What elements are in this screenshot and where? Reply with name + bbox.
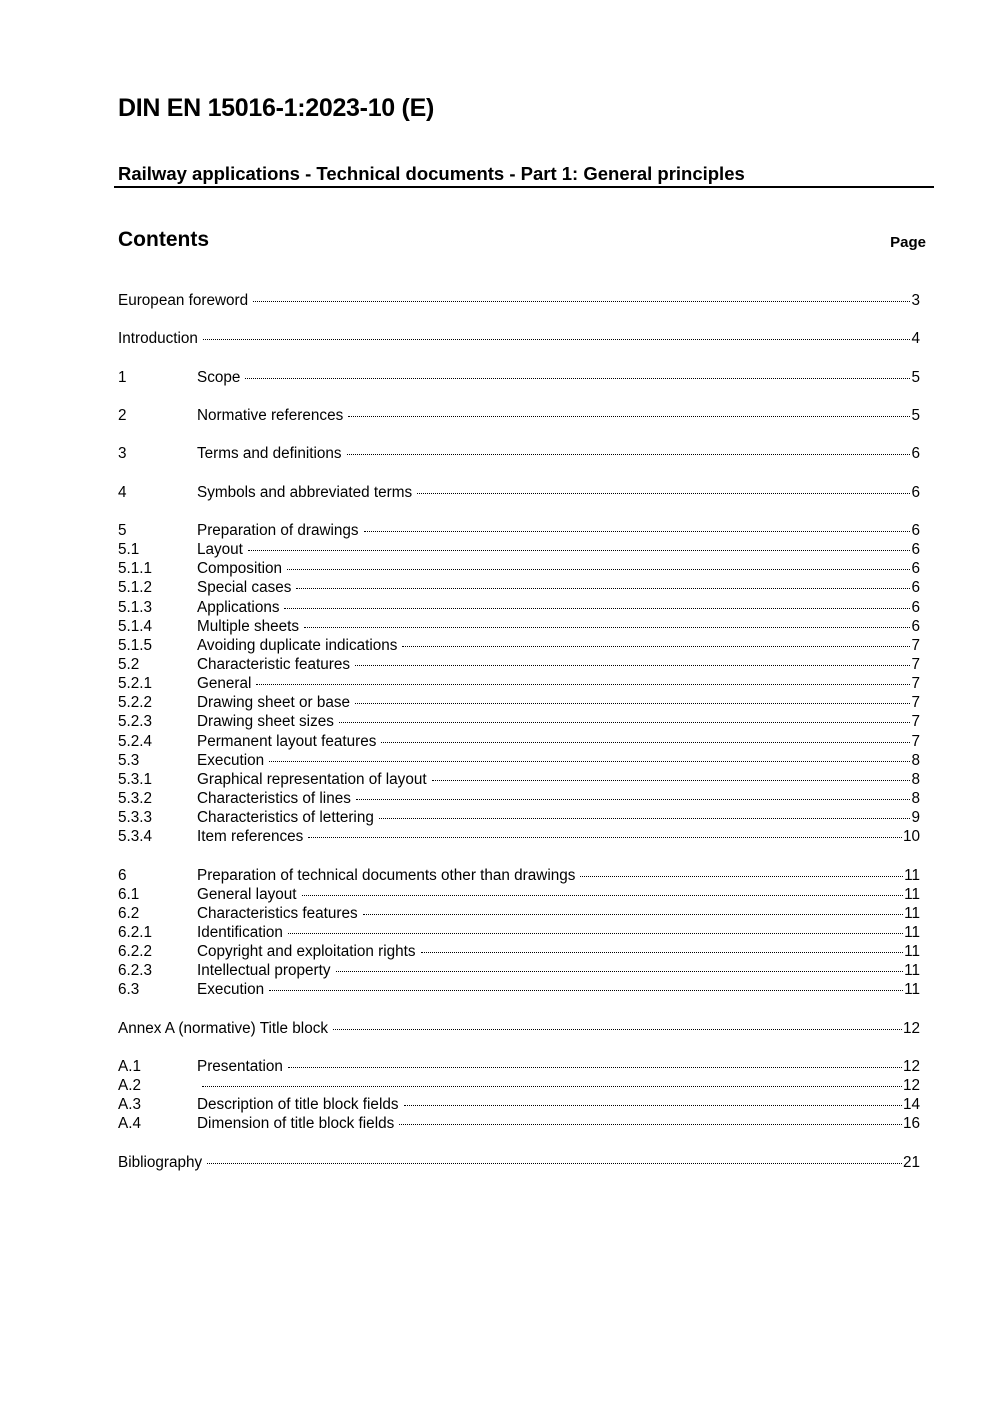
toc-entry-number: 6.2.1 — [118, 923, 153, 941]
toc-entry[interactable] — [118, 636, 920, 655]
toc-entry-number: 6.2.3 — [118, 962, 153, 980]
toc-entry-title: Characteristics of lettering — [197, 809, 374, 827]
toc-entry[interactable] — [118, 904, 920, 923]
toc-entry[interactable] — [118, 368, 920, 387]
toc-entry-page: 12 — [902, 1077, 920, 1095]
toc-dot-leader — [399, 1123, 902, 1125]
table-of-contents — [118, 291, 920, 1172]
toc-entry-title: Identification — [197, 923, 283, 941]
toc-entry[interactable] — [118, 712, 920, 731]
toc-dot-leader — [339, 721, 911, 723]
toc-entry-title: Applications — [197, 598, 280, 616]
toc-dot-leader — [417, 492, 910, 494]
toc-entry-number: 6 — [118, 866, 127, 884]
toc-entry-page: 7 — [911, 636, 920, 654]
toc-entry-title: Intellectual property — [197, 962, 331, 980]
toc-entry-number: 5.2.3 — [118, 713, 153, 731]
toc-entry[interactable] — [118, 770, 920, 789]
toc-entry-number: 6.1 — [118, 885, 140, 903]
toc-entry[interactable] — [118, 1076, 920, 1095]
toc-dot-leader — [402, 645, 910, 647]
toc-entry-title: Dimension of title block fields — [197, 1115, 395, 1133]
toc-entry[interactable] — [118, 980, 920, 999]
toc-entry-number: 6.3 — [118, 981, 140, 999]
toc-entry-page: 5 — [911, 368, 920, 386]
toc-entry-page: 6 — [911, 445, 920, 463]
toc-dot-leader — [379, 817, 911, 819]
toc-entry-title: Symbols and abbreviated terms — [197, 483, 413, 501]
toc-entry[interactable] — [118, 866, 920, 885]
toc-entry-page: 8 — [911, 751, 920, 769]
toc-entry-title: Graphical representation of layout — [197, 770, 427, 788]
toc-dot-leader — [355, 664, 910, 666]
toc-dot-leader — [284, 607, 910, 609]
toc-entry-page: 11 — [904, 962, 920, 980]
toc-entry-number: 5.1.5 — [118, 636, 153, 654]
toc-entry-number: 2 — [118, 406, 127, 424]
toc-entry-number: 1 — [118, 368, 127, 386]
toc-dot-leader — [248, 549, 911, 551]
toc-entry[interactable] — [118, 751, 920, 770]
toc-entry-page: 4 — [911, 330, 920, 348]
toc-entry-number: A.4 — [118, 1115, 141, 1133]
toc-entry-title: Bibliography — [118, 1153, 203, 1171]
toc-entry-title: Avoiding duplicate indications — [197, 636, 398, 654]
toc-entry-title: Description of title block fields — [197, 1096, 399, 1114]
toc-entry-title: General — [197, 675, 252, 693]
toc-entry-title: Copyright and exploitation rights — [197, 943, 416, 961]
toc-entry-page: 8 — [911, 770, 920, 788]
contents-heading: Contents — [118, 228, 209, 251]
toc-entry[interactable] — [118, 617, 920, 636]
toc-dot-leader — [288, 1066, 902, 1068]
toc-dot-leader — [333, 1028, 902, 1030]
toc-dot-leader — [404, 1104, 902, 1106]
toc-entry-number: 5.2.4 — [118, 732, 153, 750]
toc-entry-title: European foreword — [118, 292, 249, 309]
toc-entry-page: 16 — [902, 1115, 920, 1133]
toc-dot-leader — [304, 626, 910, 628]
toc-entry-page: 7 — [911, 655, 920, 673]
document-title: Railway applications - Technical documents - Part 1: General principles — [118, 163, 745, 184]
toc-entry-number: A.3 — [118, 1096, 141, 1114]
toc-dot-leader — [269, 989, 903, 991]
toc-entry-title: Permanent layout features — [197, 732, 377, 750]
toc-entry-number: 6.2.2 — [118, 943, 153, 961]
toc-entry-title: Introduction — [118, 330, 198, 348]
toc-dot-leader — [336, 970, 904, 972]
toc-dot-leader — [256, 683, 910, 685]
toc-entry-page: 11 — [904, 981, 920, 999]
toc-entry-page: 11 — [904, 943, 920, 961]
toc-entry[interactable] — [118, 444, 920, 463]
toc-entry[interactable] — [118, 291, 920, 310]
toc-dot-leader — [207, 1162, 902, 1164]
toc-entry-page: 11 — [904, 904, 920, 922]
toc-entry-number: A.2 — [118, 1077, 141, 1095]
toc-entry[interactable] — [118, 578, 920, 597]
toc-entry[interactable] — [118, 789, 920, 808]
toc-entry-number: 5.1.2 — [118, 579, 153, 597]
toc-entry-number: A.1 — [118, 1058, 141, 1076]
toc-dot-leader — [580, 875, 903, 877]
toc-entry[interactable] — [118, 540, 920, 559]
toc-entry-title: Composition — [197, 560, 283, 578]
toc-entry-page: 11 — [904, 923, 920, 941]
toc-entry-page: 6 — [911, 579, 920, 597]
toc-entry-number: 5.3 — [118, 751, 140, 769]
toc-entry-page: 11 — [904, 866, 920, 884]
title-divider — [114, 186, 934, 188]
toc-entry-number: 6.2 — [118, 904, 140, 922]
toc-entry-title: Layout — [197, 541, 243, 559]
toc-entry[interactable] — [118, 406, 920, 425]
toc-dot-leader — [364, 530, 911, 532]
toc-entry-page: 9 — [911, 809, 920, 827]
toc-entry-page: 6 — [911, 521, 920, 539]
page-column-heading: Page — [890, 234, 926, 251]
toc-dot-leader — [202, 1085, 902, 1087]
toc-entry-title: Normative references — [197, 406, 344, 424]
toc-entry-number: 5.3.1 — [118, 770, 153, 788]
toc-dot-leader — [287, 568, 910, 570]
toc-entry[interactable] — [118, 1057, 920, 1076]
toc-entry-title: Characteristics of lines — [197, 789, 351, 807]
toc-entry[interactable] — [118, 693, 920, 712]
toc-entry-title: Annex A (normative) Title block — [118, 1019, 329, 1037]
toc-dot-leader — [296, 587, 910, 589]
toc-entry-number: 5.3.2 — [118, 789, 153, 807]
toc-entry-title: General layout — [197, 885, 297, 903]
toc-entry-title: Drawing sheet or base — [197, 694, 351, 712]
toc-entry-title: Drawing sheet sizes — [197, 713, 334, 731]
toc-entry[interactable] — [118, 559, 920, 578]
toc-entry-number: 4 — [118, 483, 127, 501]
toc-entry[interactable] — [118, 808, 920, 827]
toc-entry-title: Characteristics features — [197, 904, 358, 922]
toc-dot-leader — [203, 338, 911, 340]
toc-entry[interactable] — [118, 1019, 920, 1038]
toc-entry-title: Presentation — [197, 1058, 283, 1076]
toc-entry[interactable] — [118, 942, 920, 961]
toc-entry[interactable] — [118, 961, 920, 980]
toc-entry-page: 11 — [904, 885, 920, 903]
toc-entry-page: 7 — [911, 694, 920, 712]
toc-entry[interactable] — [118, 885, 920, 904]
toc-entry[interactable] — [118, 1114, 920, 1133]
toc-entry[interactable] — [118, 923, 920, 942]
toc-entry-title: Item references — [197, 828, 304, 846]
toc-entry[interactable] — [118, 1095, 920, 1114]
toc-entry[interactable] — [118, 329, 920, 348]
toc-entry-number: 5.2 — [118, 655, 140, 673]
toc-entry-title: Terms and definitions — [197, 445, 342, 463]
toc-entry-page: 14 — [902, 1096, 920, 1114]
toc-dot-leader — [363, 913, 903, 915]
toc-entry-page: 12 — [902, 1058, 920, 1076]
toc-dot-leader — [302, 894, 904, 896]
toc-entry[interactable] — [118, 732, 920, 751]
toc-entry-page: 6 — [911, 560, 920, 578]
toc-entry-number: 5.1.1 — [118, 560, 153, 578]
toc-entry-number: 5.2.1 — [118, 675, 153, 693]
toc-entry-title: Special cases — [197, 579, 292, 597]
toc-entry-page: 6 — [911, 483, 920, 501]
toc-entry-page: 6 — [911, 617, 920, 635]
toc-entry-page: 6 — [911, 541, 920, 559]
toc-entry-page: 21 — [902, 1153, 920, 1171]
toc-entry-title: Execution — [197, 981, 265, 999]
toc-entry-page: 12 — [902, 1019, 920, 1037]
toc-dot-leader — [348, 415, 910, 417]
toc-entry-number: 5.1 — [118, 541, 140, 559]
toc-entry-title: Preparation of technical documents other than drawings — [197, 866, 576, 884]
toc-dot-leader — [245, 377, 910, 379]
toc-entry-page: 5 — [911, 406, 920, 424]
toc-entry[interactable] — [118, 598, 920, 617]
toc-entry-number: 5.3.4 — [118, 828, 153, 846]
toc-entry[interactable] — [118, 521, 920, 540]
toc-entry-title: Execution — [197, 751, 265, 769]
toc-dot-leader — [355, 702, 910, 704]
toc-entry-title: Scope — [197, 368, 241, 386]
toc-dot-leader — [347, 453, 911, 455]
toc-entry[interactable] — [118, 1153, 920, 1172]
toc-dot-leader — [288, 932, 903, 934]
toc-entry-number: 5 — [118, 521, 127, 539]
toc-entry-page: 7 — [911, 713, 920, 731]
toc-entry-title: Characteristic features — [197, 655, 351, 673]
toc-entry-number: 3 — [118, 445, 127, 463]
toc-entry-number: 5.2.2 — [118, 694, 153, 712]
document-id: DIN EN 15016-1:2023-10 (E) — [118, 94, 434, 122]
toc-entry-number: 5.1.3 — [118, 598, 153, 616]
toc-dot-leader — [381, 741, 910, 743]
toc-entry[interactable] — [118, 674, 920, 693]
toc-dot-leader — [356, 798, 911, 800]
toc-entry-page: 8 — [911, 789, 920, 807]
toc-entry[interactable] — [118, 655, 920, 674]
toc-entry[interactable] — [118, 483, 920, 502]
toc-entry-page: 6 — [911, 598, 920, 616]
toc-dot-leader — [253, 300, 910, 302]
toc-entry-page: 7 — [911, 732, 920, 750]
toc-dot-leader — [269, 760, 910, 762]
toc-entry-page: 10 — [902, 828, 920, 846]
toc-entry-number: 5.3.3 — [118, 809, 153, 827]
toc-dot-leader — [421, 951, 904, 953]
toc-entry-page: 7 — [911, 675, 920, 693]
toc-dot-leader — [308, 836, 902, 838]
toc-dot-leader — [432, 779, 911, 781]
toc-entry-page: 3 — [911, 292, 920, 309]
toc-entry-title: Multiple sheets — [197, 617, 300, 635]
toc-entry-number: 5.1.4 — [118, 617, 153, 635]
toc-entry[interactable] — [118, 827, 920, 846]
toc-entry-title: Preparation of drawings — [197, 521, 359, 539]
